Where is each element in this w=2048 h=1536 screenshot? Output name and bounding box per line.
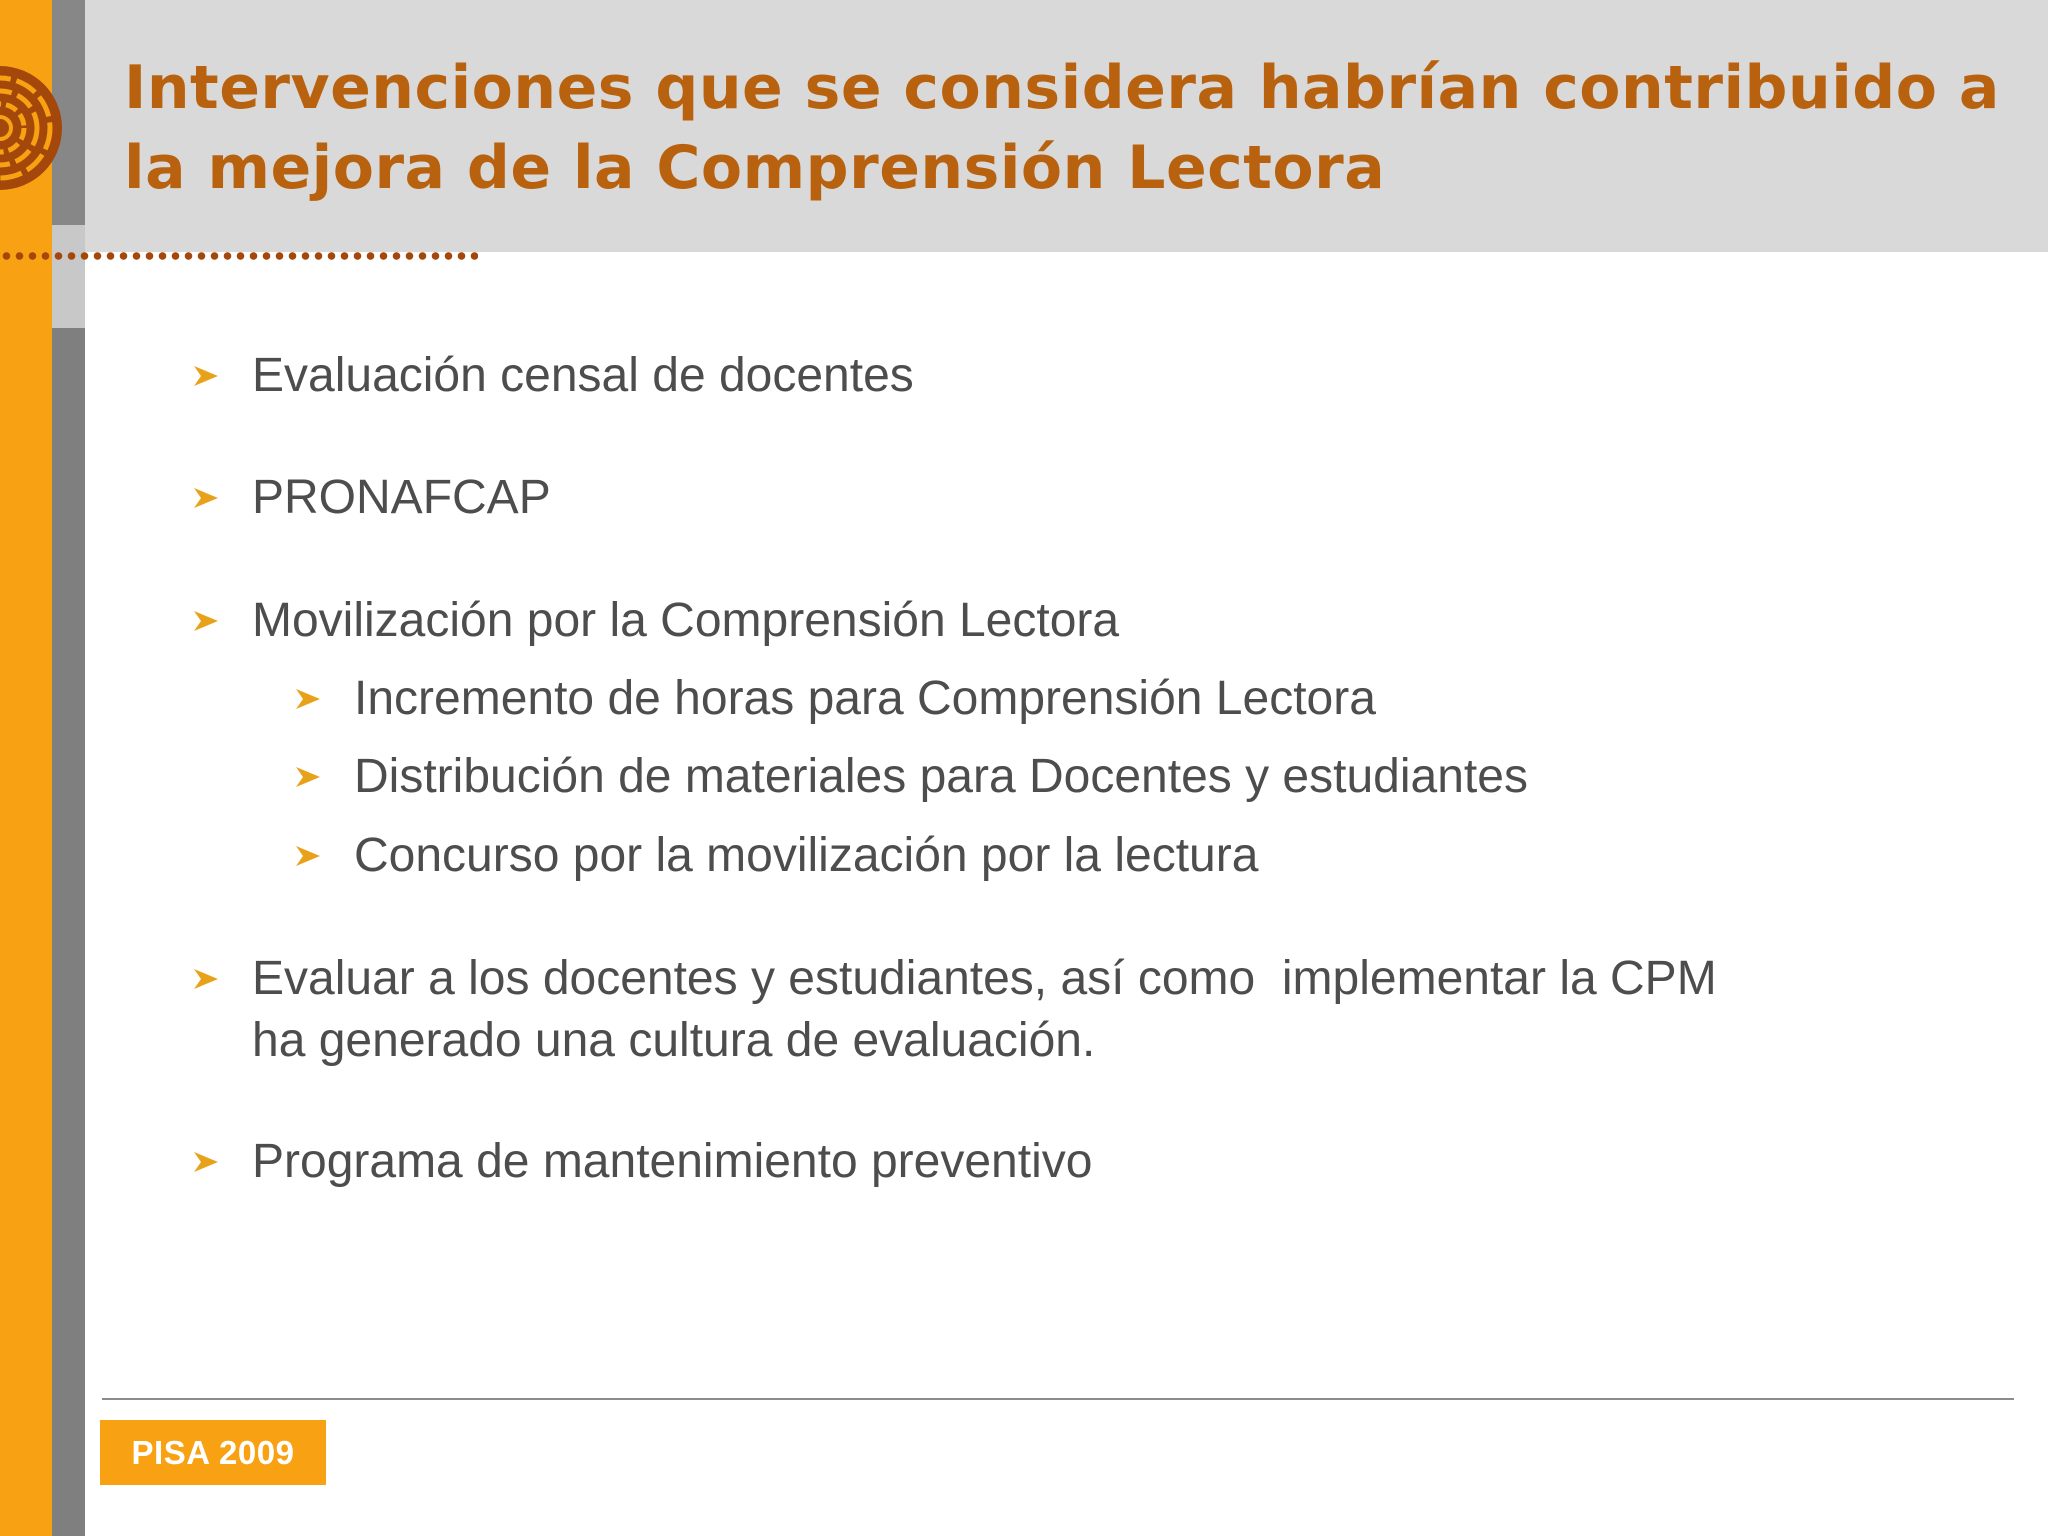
- arrowhead-bullet-icon: [192, 362, 220, 390]
- arrowhead-bullet-icon: [192, 607, 220, 635]
- list-item-text: PRONAFCAP: [252, 471, 551, 524]
- sub-list-item-text: Distribución de materiales para Docentes y estudiantes: [354, 750, 1528, 803]
- sub-list-item-text: Concurso por la movilización por la lectura: [354, 829, 1259, 882]
- arrowhead-bullet-icon: [192, 484, 220, 512]
- list-item-continuation: ha generado una cultura de evaluación.: [252, 1014, 1096, 1067]
- list-item-text: Movilización por la Comprensión Lectora: [252, 594, 1120, 647]
- slide-title: Intervenciones que se considera habrían contribuido a la mejora de la Comprensión Lectora: [124, 53, 2000, 203]
- list-item-text: Evaluación censal de docentes: [252, 349, 914, 402]
- footer-divider: [102, 1398, 2014, 1400]
- arrowhead-bullet-icon: [192, 1148, 220, 1176]
- arrowhead-bullet-icon: [294, 685, 322, 713]
- list-item-text: Evaluar a los docentes y estudiantes, así como implementar la CPM: [252, 952, 1717, 1005]
- sub-list-item-text: Incremento de horas para Comprensión Lectora: [354, 672, 1376, 725]
- list-item-text: Programa de mantenimiento preventivo: [252, 1135, 1093, 1188]
- arrowhead-bullet-icon: [294, 763, 322, 791]
- arrowhead-bullet-icon: [294, 842, 322, 870]
- arrowhead-bullet-icon: [192, 965, 220, 993]
- footer-badge: PISA 2009: [100, 1420, 326, 1485]
